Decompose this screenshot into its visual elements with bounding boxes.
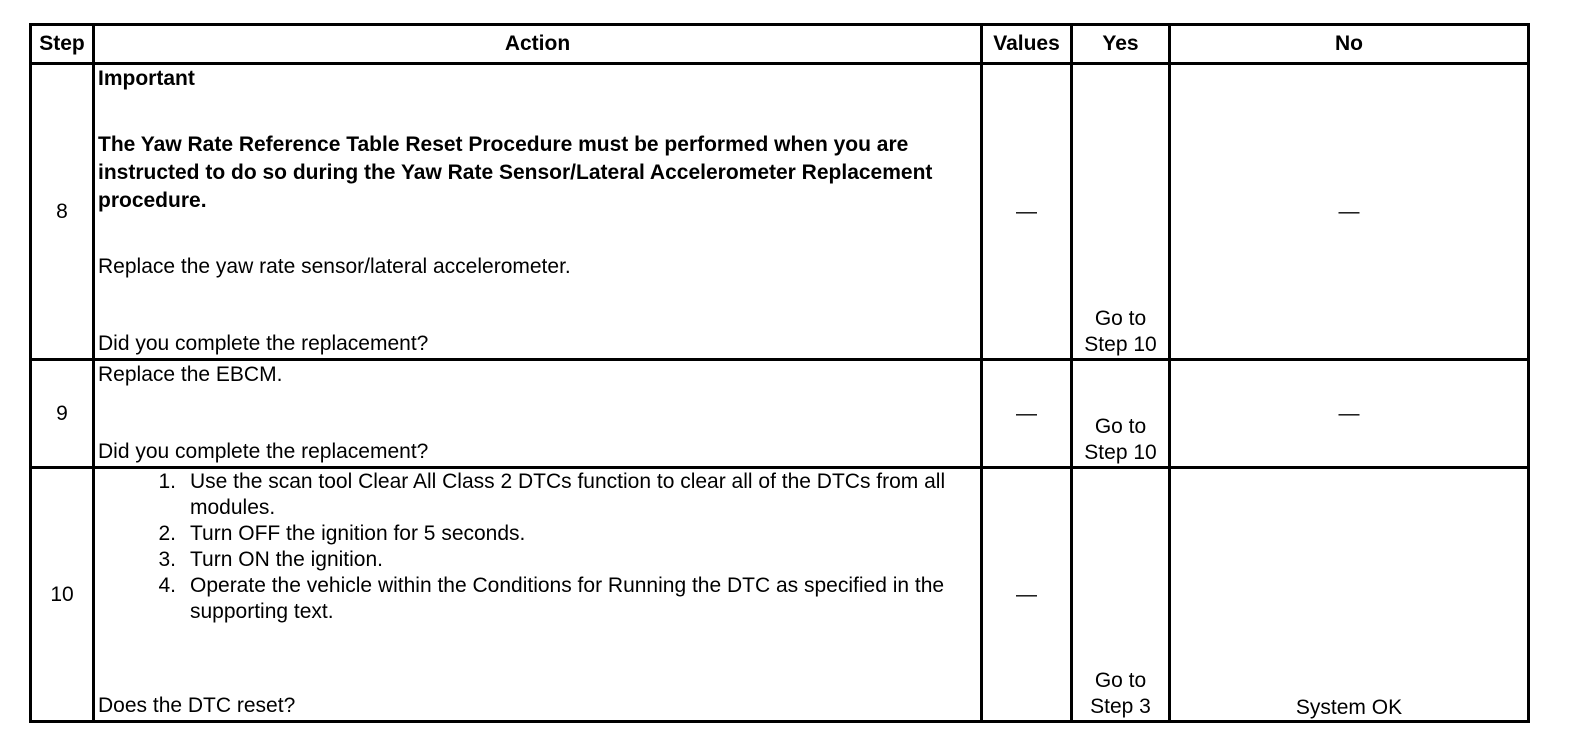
important-label: Important [98, 67, 195, 90]
important-note: The Yaw Rate Reference Table Reset Procedure must be performed when you are instructed to do so during the Yaw Rate Sensor/Lateral Accelerometer Replacement procedure. [98, 133, 933, 212]
step-number: 8 [31, 64, 94, 360]
yes-step: Step 10 [1084, 333, 1157, 356]
list-number: 2. [158, 522, 176, 545]
list-item [98, 521, 977, 547]
yes-goto: Go to [1094, 307, 1147, 330]
list-number: 4. [158, 574, 176, 597]
list-text: Use the scan tool Clear All Class 2 DTCs function to clear all of the DTCs from all modules. [190, 470, 946, 519]
action-cell [94, 360, 982, 468]
header-row [31, 25, 1529, 64]
yes-step: Step 3 [1090, 695, 1151, 718]
list-item [98, 469, 977, 521]
values-cell: — [982, 468, 1072, 722]
no-cell: — [1170, 64, 1529, 360]
header-yes: Yes [1072, 25, 1170, 64]
list-number: 3. [158, 548, 176, 571]
yes-cell [1072, 64, 1170, 360]
list-text: Turn ON the ignition. [190, 548, 383, 571]
action-question: Does the DTC reset? [98, 694, 296, 717]
values-cell: — [982, 64, 1072, 360]
yes-goto: Go to [1094, 415, 1147, 438]
yes-cell [1072, 468, 1170, 722]
table-row [31, 468, 1529, 722]
list-item [98, 547, 977, 573]
no-cell: System OK [1170, 468, 1529, 722]
yes-goto: Go to [1094, 669, 1147, 692]
action-cell [94, 468, 982, 722]
action-question: Did you complete the replacement? [98, 440, 429, 463]
yes-cell [1072, 360, 1170, 468]
action-instruction: Replace the yaw rate sensor/lateral accelerometer. [98, 255, 571, 278]
step-number: 10 [31, 468, 94, 722]
header-action: Action [94, 25, 982, 64]
table-row [31, 64, 1529, 360]
values-cell: — [982, 360, 1072, 468]
header-step: Step [31, 25, 94, 64]
header-values: Values [982, 25, 1072, 64]
list-number: 1. [158, 470, 176, 493]
action-question: Did you complete the replacement? [98, 332, 429, 355]
step-number: 9 [31, 360, 94, 468]
diagnostic-table [29, 23, 1530, 723]
list-text: Turn OFF the ignition for 5 seconds. [190, 522, 526, 545]
table-row [31, 360, 1529, 468]
action-steps-list [98, 469, 977, 625]
list-item [98, 573, 977, 625]
action-instruction: Replace the EBCM. [98, 363, 283, 386]
yes-step: Step 10 [1084, 441, 1157, 464]
action-cell [94, 64, 982, 360]
no-cell: — [1170, 360, 1529, 468]
list-text: Operate the vehicle within the Conditions for Running the DTC as specified in the supporting text. [190, 574, 945, 623]
header-no: No [1170, 25, 1529, 64]
